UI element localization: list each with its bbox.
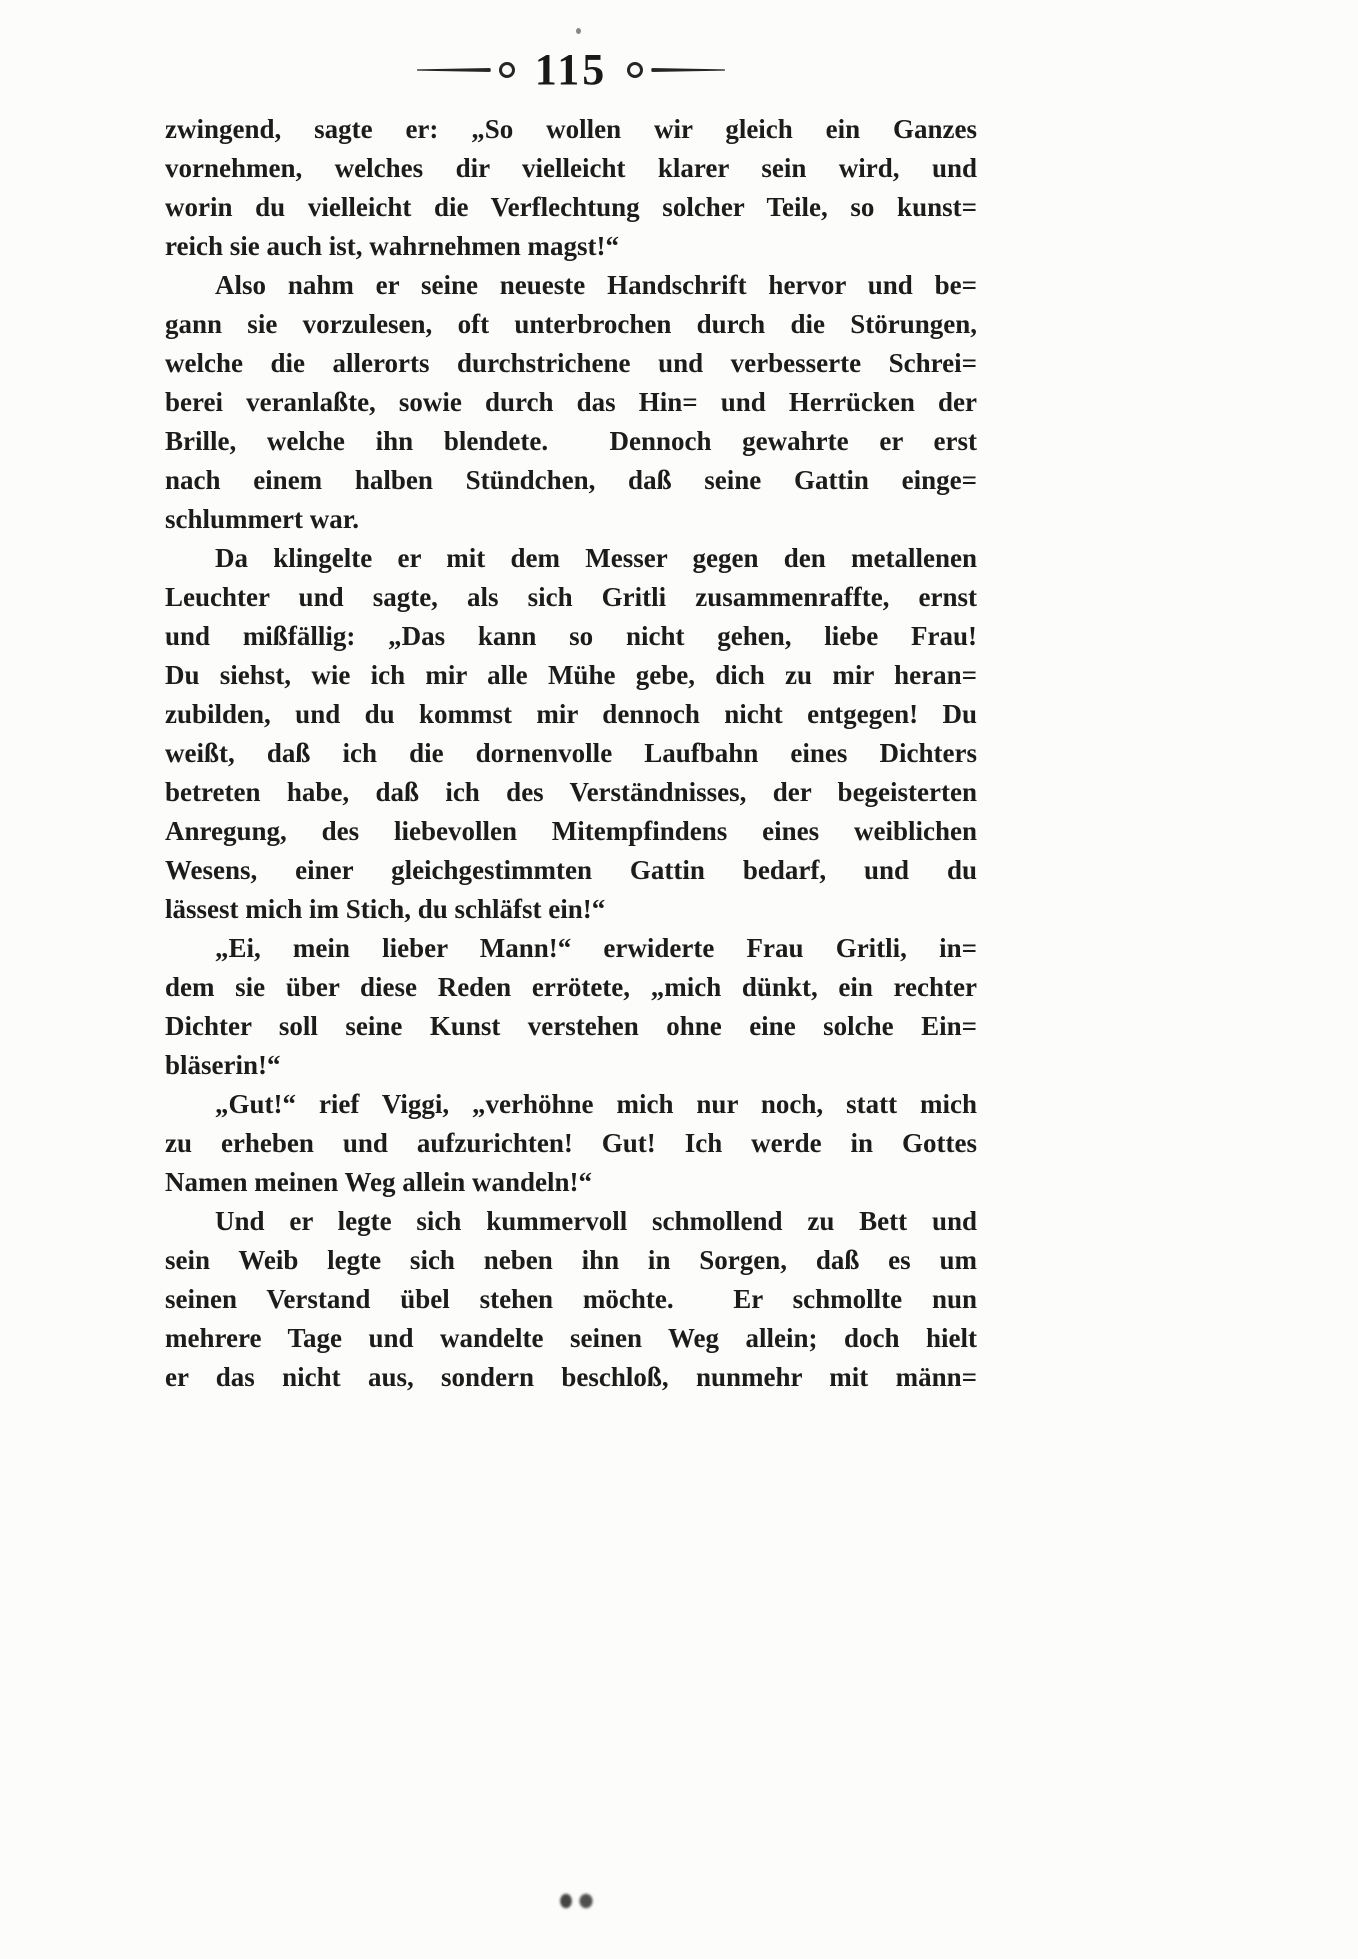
text-line: sein Weib legte sich neben ihn in Sorgen, daß es um xyxy=(165,1245,977,1275)
text-line: Und er legte sich kummervoll schmollend zu Bett und xyxy=(215,1206,977,1236)
text-line: Leuchter und sagte, als sich Gritli zusammenraffte, ernst xyxy=(165,582,977,612)
scan-dot-artifact xyxy=(576,28,581,34)
text-line: bläserin!“ xyxy=(165,1050,281,1080)
text-line: zu erheben und aufzurichten! Gut! Ich werde in Gottes xyxy=(165,1128,977,1158)
text-line: zubilden, und du kommst mir dennoch nicht entgegen! Du xyxy=(165,699,977,729)
page-number: 115 xyxy=(534,45,608,94)
text-line: nach einem halben Stündchen, daß seine Gattin einge= xyxy=(165,465,977,495)
text-line: Wesens, einer gleichgestimmten Gattin bedarf, und du xyxy=(165,855,977,885)
text-line: mehrere Tage und wandelte seinen Weg allein; doch hielt xyxy=(165,1323,977,1353)
text-line: berei veranlaßte, sowie durch das Hin= und Herrücken der xyxy=(165,387,977,417)
text-line: Anregung, des liebevollen Mitempfindens eines weiblichen xyxy=(165,816,977,846)
text-line: Du siehst, wie ich mir alle Mühe gebe, dich zu mir heran= xyxy=(165,660,977,690)
text-line: „Ei, mein lieber Mann!“ erwiderte Frau Gritli, in= xyxy=(215,933,977,963)
page-header xyxy=(165,45,977,94)
text-line: Namen meinen Weg allein wandeln!“ xyxy=(165,1167,593,1197)
text-line: er das nicht aus, sondern beschloß, nunmehr mit männ= xyxy=(165,1362,977,1392)
scan-smudge-artifact xyxy=(556,1888,598,1914)
text-line: dem sie über diese Reden errötete, „mich dünkt, ein rechter xyxy=(165,972,977,1002)
text-line: zwingend, sagte er: „So wollen wir gleich ein Ganzes xyxy=(165,114,977,144)
text-line: welche die allerorts durchstrichene und verbesserte Schrei= xyxy=(165,348,977,378)
header-rule-left xyxy=(417,68,491,72)
header-rule-right xyxy=(651,68,725,72)
text-line: seinen Verstand übel stehen möchte. Er schmollte nun xyxy=(165,1284,977,1314)
text-line: Brille, welche ihn blendete. Dennoch gewahrte er erst xyxy=(165,426,977,456)
text-line: gann sie vorzulesen, oft unterbrochen durch die Störungen, xyxy=(165,309,977,339)
text-line: worin du vielleicht die Verflechtung solcher Teile, so kunst= xyxy=(165,192,977,222)
text-block xyxy=(165,110,977,1397)
text-line: Da klingelte er mit dem Messer gegen den metallenen xyxy=(215,543,977,573)
text-line: schlummert war. xyxy=(165,504,359,534)
text-line: „Gut!“ rief Viggi, „verhöhne mich nur noch, statt mich xyxy=(215,1089,977,1119)
text-line: lässest mich im Stich, du schläfst ein!“ xyxy=(165,894,606,924)
text-line: und mißfällig: „Das kann so nicht gehen, liebe Frau! xyxy=(165,621,977,651)
text-line: reich sie auch ist, wahrnehmen magst!“ xyxy=(165,231,619,261)
header-ring-left xyxy=(499,62,515,78)
text-line: vornehmen, welches dir vielleicht klarer sein wird, und xyxy=(165,153,977,183)
text-line: Also nahm er seine neueste Handschrift hervor und be= xyxy=(215,270,977,300)
text-line: weißt, daß ich die dornenvolle Laufbahn eines Dichters xyxy=(165,738,977,768)
text-line: betreten habe, daß ich des Verständnisses, der begeisterten xyxy=(165,777,977,807)
header-ring-right xyxy=(627,62,643,78)
text-line: Dichter soll seine Kunst verstehen ohne eine solche Ein= xyxy=(165,1011,977,1041)
